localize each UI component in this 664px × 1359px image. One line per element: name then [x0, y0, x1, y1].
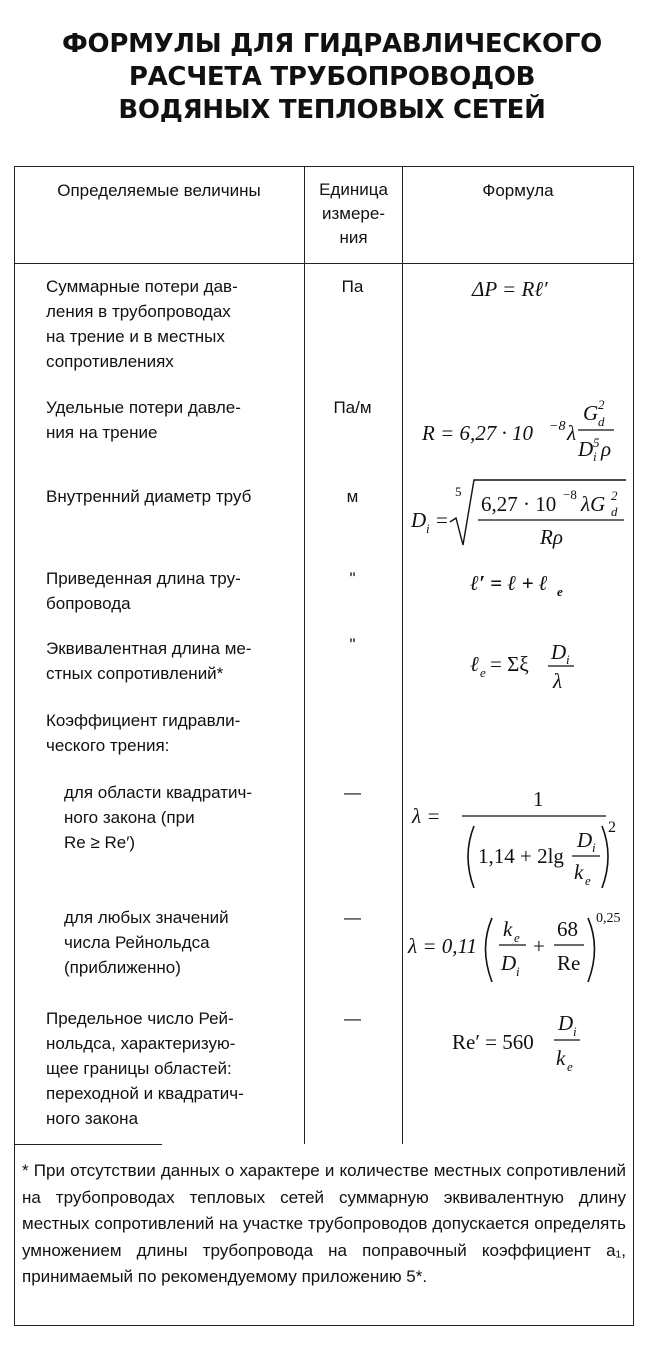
row-text: сопротивлениях [46, 352, 174, 371]
formula-r-den: D [578, 437, 594, 461]
unit-pa: Па [341, 277, 364, 296]
row-text: ния на трение [46, 423, 158, 442]
formula-d-num-rest: λG [581, 492, 606, 516]
formula-le-mid: = Σξ [490, 652, 529, 676]
formula-d-lhs: D [411, 508, 427, 532]
formula-lambda-quad-inner: 1,14 + 2lg [478, 844, 564, 868]
row-text: Предельное число Рей- [46, 1009, 234, 1028]
formula-le-lhs: ℓ [470, 652, 479, 676]
formula-le-lhs-sub: e [480, 665, 486, 680]
formula-d-num-sub: d [611, 504, 618, 519]
unit-dash: — [344, 783, 361, 802]
formula-d-num: 6,27 · 10 [481, 492, 557, 516]
footnote: * При отсутствии данных о характере и количестве местных сопротивлений на трубопроводах тепловых сетей суммарную эквивалентную длину местных сопротивлений на участке трубопроводов допускается определять умножением длины трубопровода на поправочный коэффициент a₁, принимаемый по рекомендуемому приложению 5*. [22, 1161, 626, 1286]
formula-d-num-exp: −8 [563, 487, 577, 502]
formula-r-den-sup: 5 [593, 435, 600, 450]
formula-reduced-length: ℓ′ = ℓ + ℓ [470, 571, 548, 595]
row-text: (приближенно) [64, 958, 181, 977]
row-text: Re ≥ Re′) [64, 833, 136, 852]
formula-lambda-quad-fnum-sub: i [592, 840, 596, 855]
header-formula: Формула [482, 181, 554, 200]
title-line-2: РАСЧЕТА ТРУБОПРОВОДОВ [128, 62, 536, 92]
formula-lambda-quad-pow: 2 [608, 819, 616, 836]
formula-r-lambda: λ [567, 421, 577, 445]
header-unit-l2: измере- [321, 204, 385, 223]
row-text: для области квадратич- [64, 783, 253, 802]
row-text: Суммарные потери дав- [46, 277, 238, 296]
formula-lambda-quad-fden: k [574, 860, 584, 884]
formula-lambda-any-b-num: 68 [557, 917, 578, 941]
row-text: ческого трения: [46, 736, 170, 755]
unit-ditto: " [349, 635, 356, 654]
formula-lambda-any-pow: 0,25 [596, 911, 621, 926]
title-line-1: ФОРМУЛЫ ДЛЯ ГИДРАВЛИЧЕСКОГО [62, 29, 602, 59]
formula-r-num: G [583, 401, 599, 425]
row-text: Эквивалентная длина ме- [46, 639, 252, 658]
formula-lambda-quad-num: 1 [533, 787, 544, 811]
unit-dash: — [344, 908, 361, 927]
formula-r-num-sub: d [598, 414, 605, 429]
formula-lambda-any-a-num-sub: e [514, 930, 520, 945]
formula-r-exp: −8 [549, 419, 566, 434]
formula-d-num-sup: 2 [611, 488, 618, 503]
formula-r-num-sup: 2 [598, 397, 605, 412]
formula-d-root-index: 5 [455, 484, 462, 499]
unit-ditto: " [349, 569, 356, 588]
row-text: бопровода [46, 594, 131, 613]
formula-lambda-quad-lhs: λ = [412, 804, 441, 828]
row-text: переходной и квадратич- [46, 1084, 244, 1103]
formula-le-num: D [551, 640, 567, 664]
row-text: Приведенная длина тру- [46, 569, 241, 588]
header-quantity: Определяемые величины [57, 181, 261, 200]
formula-d-lhs-sub: i [426, 521, 430, 536]
formula-r-den-sub: i [593, 449, 597, 464]
row-text: стных сопротивлений* [46, 664, 224, 683]
row-text: щее границы областей: [46, 1059, 232, 1078]
row-text: на трение и в местных [46, 327, 225, 346]
formula-lambda-any-a-den: D [501, 951, 517, 975]
formula-lambda-quad-fnum: D [577, 828, 593, 852]
formula-d-eq: = [436, 508, 448, 532]
row-text: ного закона (при [64, 808, 195, 827]
row-text: Внутренний диаметр труб [46, 487, 252, 506]
formula-re-limit-num-sub: i [573, 1024, 577, 1039]
formula-r-lhs: R = 6,27 · 10 [422, 421, 533, 445]
formula-re-limit-lhs: Re′ = 560 [452, 1030, 534, 1054]
formula-re-limit-den-sub: e [567, 1059, 573, 1074]
formula-r-den-rho: ρ [601, 437, 612, 461]
header-unit-l1: Единица [319, 180, 388, 199]
row-text: нольдса, характеризую- [46, 1034, 236, 1053]
row-text: ления в трубопроводах [46, 302, 231, 321]
row-text: числа Рейнольдса [64, 933, 210, 952]
formula-lambda-any-a-den-sub: i [516, 964, 520, 979]
formula-lambda-quad-fden-sub: e [585, 873, 591, 888]
header-unit-l3: ния [339, 228, 368, 247]
left-paren [486, 918, 493, 982]
formula-re-limit-num: D [558, 1011, 574, 1035]
unit-pa-per-m: Па/м [333, 398, 372, 417]
formula-lambda-any-lhs: λ = 0,11 [408, 934, 477, 958]
formula-lambda-any-a-num: k [503, 917, 513, 941]
formula-d-den: Rρ [540, 525, 563, 549]
row-text: Коэффициент гидравли- [46, 711, 241, 730]
unit-dash: — [344, 1009, 361, 1028]
row-text: Удельные потери давле- [46, 398, 241, 417]
formula-le-den: λ [553, 669, 563, 693]
right-paren [588, 918, 595, 982]
row-text: ного закона [46, 1109, 139, 1128]
title-line-3: ВОДЯНЫХ ТЕПЛОВЫХ СЕТЕЙ [118, 95, 546, 125]
formula-lambda-any-b-den: Re [557, 951, 581, 975]
formula-reduced-length-sub: e [557, 584, 563, 599]
left-paren [468, 826, 474, 888]
row-text: для любых значений [64, 908, 229, 927]
formula-re-limit-den: k [556, 1046, 566, 1070]
unit-m: м [346, 487, 359, 506]
formula-lambda-any-plus: + [533, 934, 545, 958]
formula-le-num-sub: i [566, 652, 570, 667]
formula-total-loss: ΔP = Rℓ′ [472, 277, 548, 301]
